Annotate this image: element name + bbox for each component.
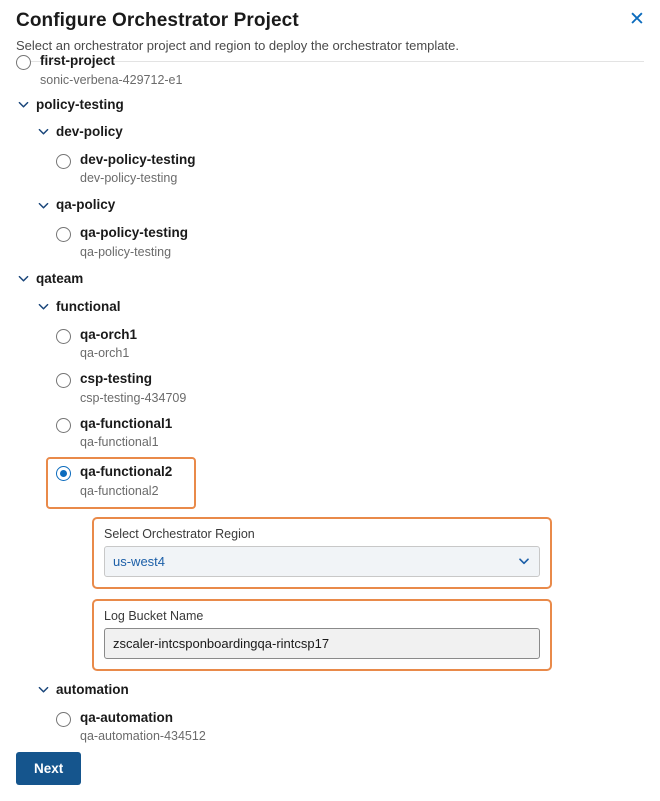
list-item[interactable] [56,710,644,746]
list-item-label: first-project [40,53,116,68]
bucket-field-label: Log Bucket Name [104,608,204,623]
tree-group-automation[interactable] [36,681,644,701]
list-item-label: dev-policy-testing [80,151,196,167]
page-title: Configure Orchestrator Project [16,10,299,31]
radio-qa-policy-testing[interactable] [56,227,71,242]
chevron-down-icon[interactable] [36,298,50,316]
orchestrator-region-panel [92,517,552,589]
radio-first-project[interactable] [16,55,31,70]
tree-group-qateam[interactable] [16,270,644,290]
list-item[interactable] [46,457,196,509]
list-item-sublabel: dev-policy-testing [80,171,178,186]
list-item-label: csp-testing [80,371,153,386]
list-item-label: qa-automation [80,709,173,725]
chevron-down-icon[interactable] [517,554,531,568]
tree-group-label: dev-policy [56,123,123,139]
list-item-sublabel: qa-functional2 [80,483,159,498]
project-tree [0,53,660,744]
log-bucket-panel [92,599,552,671]
chevron-down-icon[interactable] [36,196,50,214]
list-item-sublabel: sonic-verbena-429712-e1 [40,72,183,87]
selected-project-item[interactable] [56,457,644,509]
tree-group-policy-testing[interactable] [16,96,644,116]
dialog-subtitle: Select an orchestrator project and region to deploy the orchestrator template. [16,38,459,53]
chevron-down-icon[interactable] [36,681,50,699]
list-item[interactable] [56,152,644,188]
radio-qa-functional2[interactable] [56,466,71,481]
list-item-label: qa-functional1 [80,415,173,431]
tree-group-label: policy-testing [36,96,124,112]
list-item-sublabel: qa-policy-testing [80,244,172,259]
tree-group-label: qateam [36,270,84,286]
list-item-label: qa-functional2 [80,464,173,479]
tree-group-qa-policy[interactable] [36,196,644,216]
region-select[interactable] [104,546,540,577]
tree-group-dev-policy[interactable] [36,123,644,143]
radio-csp-testing[interactable] [56,373,71,388]
radio-qa-functional1[interactable] [56,418,71,433]
list-item[interactable] [56,416,644,452]
tree-group-label: automation [56,681,129,697]
list-item-sublabel: csp-testing-434709 [80,390,187,405]
chevron-down-icon[interactable] [16,96,30,114]
radio-qa-orch1[interactable] [56,329,71,344]
log-bucket-name-input[interactable] [104,628,540,659]
list-item-label: qa-orch1 [80,326,138,342]
list-item-sublabel: qa-automation-434512 [80,729,206,744]
next-button[interactable]: Next [16,752,81,785]
region-select-value: us-west4 [113,553,166,569]
tree-group-label: qa-policy [56,197,116,212]
radio-dev-policy-testing[interactable] [56,154,71,169]
list-item-sublabel: qa-functional1 [80,435,159,450]
chevron-down-icon[interactable] [16,270,30,288]
region-field-label: Select Orchestrator Region [104,526,255,541]
tree-group-label: functional [56,298,121,314]
dialog-footer [0,742,660,801]
list-item-sublabel: qa-orch1 [80,346,130,361]
list-item[interactable] [16,53,644,89]
list-item[interactable] [56,327,644,363]
chevron-down-icon[interactable] [36,123,50,141]
list-item-label: qa-policy-testing [80,225,189,240]
list-item[interactable] [56,225,644,261]
list-item[interactable] [56,371,644,407]
close-icon[interactable]: ✕ [626,8,648,30]
radio-qa-automation[interactable] [56,712,71,727]
tree-group-functional[interactable] [36,298,644,318]
